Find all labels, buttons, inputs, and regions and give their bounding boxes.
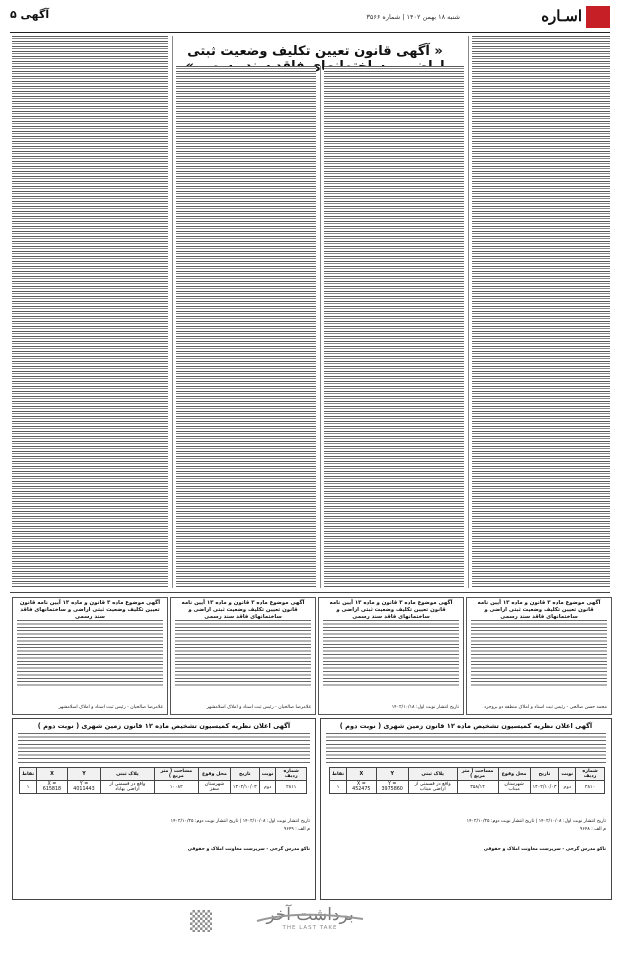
logo-text: اسـاره (541, 7, 582, 25)
table-row (20, 781, 307, 794)
text-column-4 (12, 36, 168, 588)
notice-body (323, 620, 459, 688)
table-cell: X = 452475 (347, 781, 376, 794)
table-cell: شهرستان میناب (498, 781, 530, 794)
table-header-cell: نوبت (259, 768, 276, 781)
table-header-cell: Y (376, 768, 408, 781)
issue-line: شنبه ۱۸ بهمن ۱۴۰۲ | شماره ۳۵۶۶ (366, 13, 460, 21)
text-column-2 (324, 66, 464, 588)
ad-intro-text (18, 733, 310, 763)
ad-table (19, 767, 307, 794)
notice-box (318, 597, 464, 715)
table-cell: X = 615818 (37, 781, 68, 794)
table-header-row (20, 768, 307, 781)
table-header-cell: تاریخ (530, 768, 559, 781)
notice-title: آگهی موضوع ماده ۳ قانون و ماده ۱۳ آیین نامه قانون تعیین تکلیف وضعیت ثبتی اراضی و ساختمانهای فاقد سند رسمی (181, 600, 305, 620)
ad-code: م الف : ۹۶۴۸ (579, 827, 606, 832)
text-column-3 (176, 66, 316, 588)
table-cell: ۲۸۱۱ (276, 781, 307, 794)
table-cell: ۱ (20, 781, 37, 794)
table-header-cell: نقاط (330, 768, 347, 781)
notice-box (466, 597, 612, 715)
table-cell: واقع در قسمتی از اراضی میناب (408, 781, 457, 794)
notice-title: آگهی موضوع ماده ۳ قانون و ماده ۱۳ آیین نامه قانون تعیین تکلیف وضعیت ثبتی اراضی و ساختمانهای فاقد سند رسمی (329, 600, 453, 620)
table-cell: ۱۴۰۲/۱۰/۰۳ (230, 781, 259, 794)
table-cell: شهرستان سقز (199, 781, 231, 794)
notice-title: آگهی موضوع ماده ۳ قانون و ماده ۱۳ آیین نامه قانون تعیین تکلیف وضعیت ثبتی اراضی و ساختمانهای فاقد سند رسمی (19, 600, 161, 620)
notice-signature: غلامرضا صالحیان - رئیس ثبت اسناد و املاک اسلامشهر (206, 705, 311, 710)
page-headline: « آگهی قانون تعیین تکلیف وضعیت ثبتی (187, 44, 443, 59)
table-header-cell: محل وقوع (498, 768, 530, 781)
section-divider (10, 592, 610, 593)
page-label: آگهی ۵ (10, 8, 50, 21)
table-cell: واقع در قسمتی از اراضی بهاباد (101, 781, 154, 794)
brush-stroke-icon (255, 911, 365, 925)
table-header-cell: Y (67, 768, 100, 781)
ad-title: آگهی اعلان نظریه کمیسیون تشخیص ماده ۱۲ قانون زمین شهری ( نوبت دوم ) (37, 722, 291, 730)
notice-body (17, 620, 163, 688)
table-row (330, 781, 605, 794)
ad-table (329, 767, 605, 794)
column-rule (172, 36, 173, 588)
ad-dates: تاریخ انتشار نوبت اول: ۱۴۰۲/۱۰/۰۸ | تاریخ انتشار نوبت دوم: ۱۴۰۲/۱۰/۲۵ (170, 819, 310, 824)
ad-box-right (320, 718, 612, 900)
table-header-cell: مساحت ( متر مربع ) (457, 768, 498, 781)
notice-signature: محمد حسن صالحی - رئیس ثبت اسناد و املاک منطقه دو بروجرد (484, 705, 607, 710)
table-header-cell: پلاک ثبتی (101, 768, 154, 781)
ad-signature: ناکو مدرس گرجی - سرپرست معاونت املاک و حقوقی (187, 847, 310, 852)
qr-code-icon (190, 910, 212, 932)
notice-box (12, 597, 168, 715)
table-header-cell: نقاط (20, 768, 37, 781)
ad-box-left (12, 718, 316, 900)
column-rule (320, 66, 321, 588)
table-header-cell: X (347, 768, 376, 781)
table-header-cell: محل وقوع (199, 768, 231, 781)
footer-subtitle: THE LAST TAKE (282, 925, 338, 931)
table-cell: ۱۰۰۸۲ (154, 781, 198, 794)
table-cell: Y = 3975860 (376, 781, 408, 794)
ad-title: آگهی اعلان نظریه کمیسیون تشخیص ماده ۱۲ قانون زمین شهری ( نوبت دوم ) (339, 722, 593, 730)
logo-mark (586, 6, 610, 28)
table-cell: ۳۵۸/۱۴ (457, 781, 498, 794)
table-cell: ۱ (330, 781, 347, 794)
table-header-cell: نوبت (559, 768, 576, 781)
table-header-cell: شماره ردیف (276, 768, 307, 781)
notice-body (471, 620, 607, 688)
footer-brand (235, 905, 385, 947)
table-header-cell: تاریخ (230, 768, 259, 781)
text-column-1 (472, 36, 610, 588)
column-rule (468, 36, 469, 588)
footer-title: برداشت آخر (266, 905, 354, 925)
table-cell: دوم (259, 781, 276, 794)
notice-title: آگهی موضوع ماده ۳ قانون و ماده ۱۳ آیین نامه قانون تعیین تکلیف وضعیت ثبتی اراضی و ساختمانهای فاقد سند رسمی (477, 600, 601, 620)
table-cell: Y = 4011443 (67, 781, 100, 794)
ad-code: م الف : ۹۶۴۹ (283, 827, 310, 832)
table-cell: دوم (559, 781, 576, 794)
table-header-cell: X (37, 768, 68, 781)
notice-body (175, 620, 311, 688)
table-header-row (330, 768, 605, 781)
notice-box (170, 597, 316, 715)
table-header-cell: شماره ردیف (576, 768, 605, 781)
masthead (10, 4, 610, 33)
table-cell: ۲۸۱۰ (576, 781, 605, 794)
newspaper-logo (541, 6, 610, 28)
ad-dates: تاریخ انتشار نوبت اول: ۱۴۰۲/۱۰/۰۸ | تاریخ انتشار نوبت دوم: ۱۴۰۲/۱۰/۲۵ (466, 819, 606, 824)
ad-intro-text (326, 733, 606, 763)
table-header-cell: پلاک ثبتی (408, 768, 457, 781)
notice-signature: تاریخ انتشار نوبت اول: ۱۴۰۲/۱۰/۱۸ (391, 705, 459, 710)
table-cell: ۱۴۰۲/۱۰/۰۳ (530, 781, 559, 794)
ad-signature: ناکو مدرس گرجی - سرپرست معاونت املاک و حقوقی (483, 847, 606, 852)
notice-signature: غلامرضا صالحیان - رئیس ثبت اسناد و املاک اسلامشهر (58, 705, 163, 710)
table-header-cell: مساحت ( متر مربع ) (154, 768, 198, 781)
